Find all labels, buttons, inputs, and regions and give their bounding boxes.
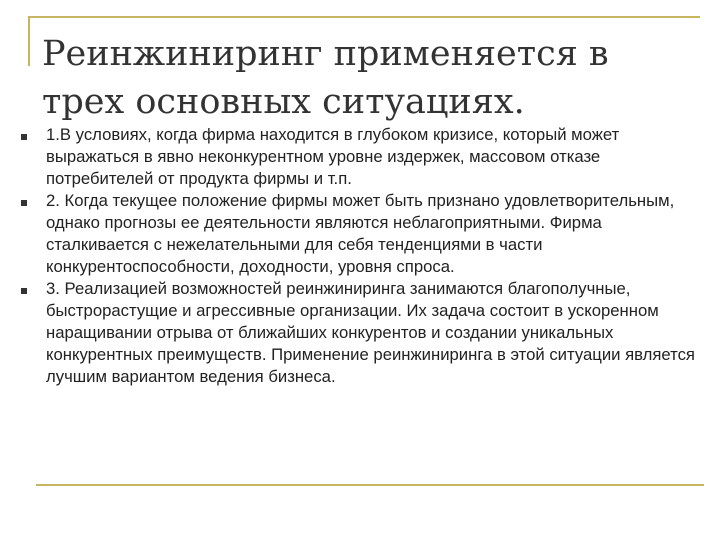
bullet-item — [16, 190, 706, 278]
bullet-text: 3. Реализацией возможностей реинжиниринга занимаются благополучные, быстрорастущие и агрессивные организации. Их задача состоит в ускоренном наращивании отрыва от ближайших конкурентов и создании уникальных конкурентных преимуществ. Применение реинжиниринга в этой ситуации является лучшим вариантом ведения бизнеса. — [46, 279, 695, 386]
square-bullet-icon — [16, 124, 46, 146]
bullet-list — [16, 124, 706, 388]
top-divider-line — [28, 16, 700, 18]
bottom-divider-line — [36, 484, 704, 486]
left-accent-line — [28, 16, 30, 66]
square-bullet-icon — [16, 190, 46, 212]
bullet-item — [16, 124, 706, 190]
slide-title: Реинжиниринг применяется в трех основных ситуациях. — [42, 34, 609, 122]
bullet-text: 1.В условиях, когда фирма находится в глубоком кризисе, который может выражаться в явно неконкурентном уровне издержек, массовом отказе потребителей от продукта фирмы и т.п. — [46, 125, 620, 188]
bullet-item — [16, 278, 706, 388]
bullet-text: 2. Когда текущее положение фирмы может быть признано удовлетворительным, однако прогнозы ее деятельности являются неблагоприятными. Фирма сталкивается с нежелательными для себя тенденциями в части конкурентоспособности, доходности, уровня спроса. — [46, 191, 675, 276]
square-bullet-icon — [16, 278, 46, 300]
